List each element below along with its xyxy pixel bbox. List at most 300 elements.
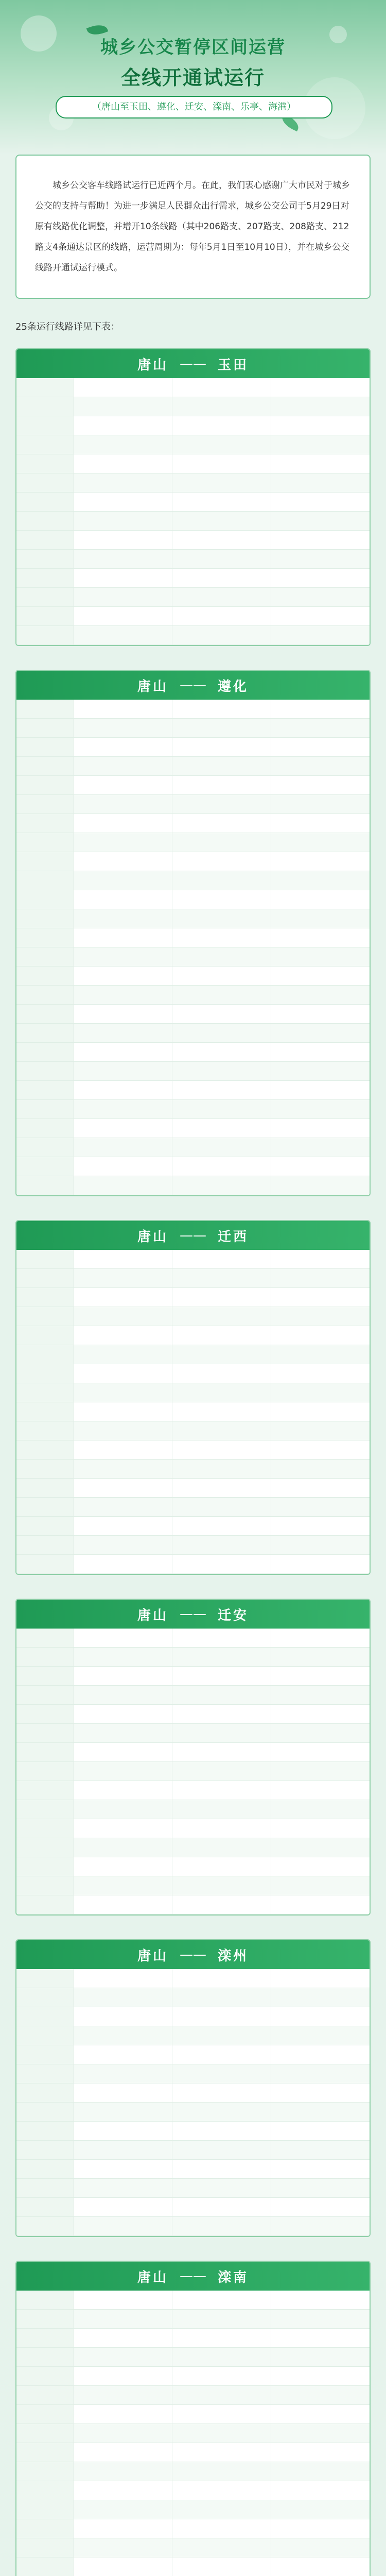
table-cell	[74, 1988, 172, 2007]
table-cell	[271, 795, 370, 814]
table-cell	[16, 435, 74, 454]
origin-city: 唐山	[137, 679, 168, 694]
schedule-header	[16, 2262, 370, 2291]
table-cell	[16, 1269, 74, 1287]
table-cell	[16, 1043, 74, 1061]
table-row	[16, 1119, 370, 1138]
table-cell	[271, 2217, 370, 2235]
table-cell	[172, 1269, 271, 1287]
table-cell	[271, 2103, 370, 2121]
table-row	[16, 1460, 370, 1479]
table-cell	[172, 2481, 271, 2500]
table-cell	[16, 776, 74, 794]
table-row	[16, 757, 370, 776]
table-cell	[271, 2291, 370, 2309]
table-cell	[172, 833, 271, 852]
table-cell	[16, 2064, 74, 2083]
table-cell	[16, 833, 74, 852]
table-cell	[74, 1781, 172, 1800]
table-cell	[271, 2007, 370, 2026]
table-cell	[271, 416, 370, 435]
table-cell	[172, 493, 271, 511]
table-cell	[271, 1326, 370, 1345]
table-cell	[172, 512, 271, 530]
table-row	[16, 1629, 370, 1648]
table-cell	[271, 493, 370, 511]
table-cell	[16, 2179, 74, 2197]
table-cell	[74, 1819, 172, 1838]
table-cell	[74, 986, 172, 1004]
table-cell	[16, 1743, 74, 1761]
table-cell	[271, 1648, 370, 1666]
table-cell	[271, 378, 370, 397]
table-cell	[16, 378, 74, 397]
table-cell	[271, 986, 370, 1004]
table-cell	[16, 2122, 74, 2140]
origin-city: 唐山	[137, 1607, 168, 1623]
table-cell	[16, 1724, 74, 1742]
table-cell	[172, 1345, 271, 1364]
table-row	[16, 416, 370, 435]
table-cell	[74, 1383, 172, 1402]
table-cell	[16, 1705, 74, 1723]
table-cell	[271, 2462, 370, 2481]
table-cell	[271, 1345, 370, 1364]
table-cell	[74, 852, 172, 871]
table-row	[16, 2198, 370, 2217]
schedule-block	[15, 1599, 371, 1916]
schedule-header	[16, 349, 370, 378]
table-cell	[74, 928, 172, 947]
table-cell	[16, 1100, 74, 1118]
table-cell	[172, 1100, 271, 1118]
table-cell	[172, 2026, 271, 2045]
table-cell	[271, 1288, 370, 1307]
table-cell	[74, 531, 172, 549]
table-cell	[172, 1421, 271, 1440]
table-cell	[271, 1629, 370, 1647]
table-cell	[74, 2405, 172, 2424]
table-cell	[271, 1895, 370, 1914]
table-cell	[172, 1724, 271, 1742]
table-cell	[271, 2424, 370, 2443]
table-cell	[271, 890, 370, 909]
table-row	[16, 2026, 370, 2045]
table-row	[16, 1988, 370, 2007]
table-cell	[172, 2367, 271, 2385]
table-cell	[74, 1100, 172, 1118]
table-cell	[271, 1667, 370, 1685]
table-cell	[271, 1402, 370, 1421]
table-cell	[172, 2519, 271, 2538]
table-cell	[172, 1119, 271, 1138]
table-cell	[74, 1005, 172, 1023]
headline-line2: 全线开通试运行	[120, 66, 265, 89]
table-row	[16, 588, 370, 607]
table-cell	[74, 2443, 172, 2462]
table-cell	[74, 1326, 172, 1345]
table-row	[16, 2122, 370, 2141]
table-cell	[16, 1762, 74, 1781]
table-row	[16, 1024, 370, 1043]
table-row	[16, 1969, 370, 1988]
table-cell	[74, 776, 172, 794]
table-row	[16, 1876, 370, 1895]
table-cell	[74, 607, 172, 625]
table-cell	[172, 2500, 271, 2519]
table-cell	[74, 397, 172, 416]
table-row	[16, 719, 370, 738]
table-cell	[74, 1345, 172, 1364]
table-cell	[16, 569, 74, 587]
schedule-header	[16, 1600, 370, 1629]
schedule-block	[15, 2261, 371, 2576]
schedule-header	[16, 1940, 370, 1969]
table-cell	[271, 1536, 370, 1554]
table-cell	[172, 435, 271, 454]
table-row	[16, 1250, 370, 1269]
table-row	[16, 1781, 370, 1800]
table-cell	[271, 909, 370, 928]
table-cell	[172, 1536, 271, 1554]
table-cell	[271, 2122, 370, 2140]
table-cell	[16, 1119, 74, 1138]
table-cell	[172, 416, 271, 435]
table-cell	[172, 1024, 271, 1042]
table-cell	[172, 2045, 271, 2064]
table-cell	[74, 1421, 172, 1440]
table-cell	[16, 2367, 74, 2385]
table-cell	[172, 1498, 271, 1516]
table-cell	[271, 852, 370, 871]
table-cell	[16, 1498, 74, 1516]
table-cell	[74, 569, 172, 587]
table-row	[16, 1345, 370, 1364]
table-row	[16, 2007, 370, 2026]
table-row	[16, 2500, 370, 2519]
table-row	[16, 1043, 370, 1062]
table-cell	[271, 2557, 370, 2576]
table-cell	[271, 2026, 370, 2045]
table-cell	[16, 2405, 74, 2424]
table-row	[16, 2217, 370, 2236]
table-row	[16, 512, 370, 531]
table-cell	[74, 833, 172, 852]
table-cell	[74, 1667, 172, 1685]
schedule-block	[15, 670, 371, 1196]
table-cell	[16, 2538, 74, 2557]
table-cell	[16, 967, 74, 985]
table-row	[16, 890, 370, 909]
table-cell	[271, 1988, 370, 2007]
table-cell	[172, 1743, 271, 1761]
table-row	[16, 1536, 370, 1555]
table-row	[16, 1648, 370, 1667]
table-cell	[271, 2538, 370, 2557]
table-cell	[74, 1724, 172, 1742]
table-cell	[74, 1479, 172, 1497]
schedule-table	[16, 1629, 370, 1914]
table-cell	[172, 852, 271, 871]
table-cell	[271, 1857, 370, 1876]
table-row	[16, 1517, 370, 1536]
table-cell	[16, 1326, 74, 1345]
table-cell	[271, 738, 370, 756]
table-cell	[16, 928, 74, 947]
table-cell	[172, 928, 271, 947]
table-row	[16, 738, 370, 757]
table-cell	[74, 909, 172, 928]
table-cell	[271, 1364, 370, 1383]
table-cell	[172, 986, 271, 1004]
table-row	[16, 2519, 370, 2538]
table-cell	[271, 833, 370, 852]
table-cell	[172, 397, 271, 416]
table-cell	[271, 1969, 370, 1988]
table-cell	[172, 890, 271, 909]
table-row	[16, 2367, 370, 2386]
table-cell	[74, 473, 172, 492]
table-cell	[16, 2500, 74, 2519]
table-row	[16, 1743, 370, 1762]
table-cell	[271, 1176, 370, 1195]
table-row	[16, 2160, 370, 2179]
table-row	[16, 2424, 370, 2443]
table-row	[16, 776, 370, 795]
table-cell	[16, 626, 74, 645]
table-cell	[172, 719, 271, 737]
table-row	[16, 1100, 370, 1119]
table-cell	[74, 1062, 172, 1080]
table-cell	[16, 2007, 74, 2026]
table-cell	[271, 1024, 370, 1042]
table-cell	[172, 1876, 271, 1895]
table-cell	[74, 967, 172, 985]
spacer	[0, 1196, 386, 1220]
table-cell	[172, 1402, 271, 1421]
table-cell	[16, 1781, 74, 1800]
table-cell	[16, 986, 74, 1004]
table-cell	[172, 1988, 271, 2007]
table-row	[16, 947, 370, 967]
table-cell	[16, 1686, 74, 1704]
table-cell	[74, 2386, 172, 2404]
table-cell	[271, 1705, 370, 1723]
schedule-block	[15, 348, 371, 646]
table-cell	[172, 1800, 271, 1819]
table-cell	[16, 550, 74, 568]
table-cell	[74, 1686, 172, 1704]
table-cell	[172, 2160, 271, 2178]
table-cell	[74, 2538, 172, 2557]
spacer	[0, 2237, 386, 2261]
table-row	[16, 2405, 370, 2424]
table-cell	[16, 2348, 74, 2366]
destination-city: 遵化	[218, 679, 249, 694]
table-cell	[16, 1440, 74, 1459]
table-cell	[271, 871, 370, 890]
table-row	[16, 2291, 370, 2310]
table-row	[16, 1176, 370, 1195]
table-row	[16, 1498, 370, 1517]
table-cell	[74, 1762, 172, 1781]
table-cell	[271, 1005, 370, 1023]
table-cell	[172, 569, 271, 587]
table-row	[16, 1005, 370, 1024]
table-cell	[271, 2386, 370, 2404]
table-row	[16, 569, 370, 588]
table-cell	[74, 2064, 172, 2083]
table-cell	[172, 1479, 271, 1497]
table-cell	[74, 1838, 172, 1857]
table-cell	[271, 1838, 370, 1857]
table-cell	[16, 909, 74, 928]
table-cell	[74, 1043, 172, 1061]
table-cell	[74, 2310, 172, 2328]
table-cell	[16, 871, 74, 890]
table-cell	[74, 1157, 172, 1176]
table-row	[16, 2538, 370, 2557]
table-cell	[172, 1005, 271, 1023]
table-cell	[172, 2291, 271, 2309]
table-cell	[16, 2045, 74, 2064]
table-cell	[172, 1667, 271, 1685]
table-row	[16, 378, 370, 397]
table-row	[16, 1479, 370, 1498]
table-cell	[74, 2198, 172, 2216]
table-cell	[74, 1081, 172, 1099]
table-cell	[271, 776, 370, 794]
table-row	[16, 1555, 370, 1574]
table-cell	[16, 1517, 74, 1535]
table-cell	[74, 1440, 172, 1459]
table-cell	[16, 2329, 74, 2347]
table-row	[16, 1762, 370, 1781]
routes-tag: （唐山至玉田、遵化、迁安、滦南、乐亭、海港）	[56, 96, 332, 118]
table-cell	[172, 1648, 271, 1666]
table-cell	[271, 607, 370, 625]
table-row	[16, 2386, 370, 2405]
table-cell	[16, 2462, 74, 2481]
table-cell	[74, 550, 172, 568]
table-row	[16, 607, 370, 626]
table-row	[16, 2443, 370, 2462]
table-cell	[271, 2310, 370, 2328]
table-cell	[16, 607, 74, 625]
table-row	[16, 454, 370, 473]
table-cell	[74, 2519, 172, 2538]
table-cell	[16, 1857, 74, 1876]
table-cell	[74, 814, 172, 833]
table-cell	[74, 1895, 172, 1914]
table-cell	[74, 1364, 172, 1383]
table-cell	[74, 1250, 172, 1268]
route-arrow-icon: ——	[180, 356, 206, 371]
table-cell	[271, 2141, 370, 2159]
table-cell	[172, 2083, 271, 2102]
table-row	[16, 871, 370, 890]
table-cell	[271, 947, 370, 966]
table-cell	[172, 2198, 271, 2216]
schedule-table	[16, 700, 370, 1195]
table-cell	[16, 1536, 74, 1554]
table-row	[16, 986, 370, 1005]
table-row	[16, 2083, 370, 2103]
table-cell	[16, 2424, 74, 2443]
table-cell	[16, 2160, 74, 2178]
table-cell	[271, 1100, 370, 1118]
table-cell	[271, 2405, 370, 2424]
table-row	[16, 1288, 370, 1307]
table-cell	[172, 2405, 271, 2424]
table-cell	[271, 700, 370, 718]
origin-city: 唐山	[137, 357, 168, 373]
table-cell	[74, 1743, 172, 1761]
table-cell	[172, 2007, 271, 2026]
table-cell	[172, 967, 271, 985]
table-cell	[271, 531, 370, 549]
table-cell	[271, 569, 370, 587]
table-cell	[16, 1288, 74, 1307]
table-cell	[74, 2103, 172, 2121]
table-cell	[74, 2045, 172, 2064]
headline-line1: 城乡公交暂停区间运营	[100, 37, 286, 58]
table-cell	[172, 473, 271, 492]
table-row	[16, 1838, 370, 1857]
table-cell	[74, 435, 172, 454]
table-cell	[172, 1157, 271, 1176]
table-row	[16, 2348, 370, 2367]
table-cell	[74, 947, 172, 966]
table-cell	[271, 1498, 370, 1516]
table-cell	[172, 871, 271, 890]
table-row	[16, 2462, 370, 2481]
table-cell	[172, 1969, 271, 1988]
table-row	[16, 1269, 370, 1288]
spacer	[0, 646, 386, 670]
table-cell	[271, 2083, 370, 2102]
route-arrow-icon: ——	[180, 1228, 206, 1243]
table-row	[16, 1686, 370, 1705]
table-row	[16, 852, 370, 871]
table-cell	[172, 1250, 271, 1268]
table-cell	[172, 1838, 271, 1857]
table-cell	[172, 454, 271, 473]
table-cell	[172, 1517, 271, 1535]
table-cell	[172, 626, 271, 645]
table-cell	[172, 738, 271, 756]
table-cell	[271, 2367, 370, 2385]
table-cell	[271, 757, 370, 775]
table-cell	[172, 2557, 271, 2576]
table-row	[16, 1819, 370, 1838]
table-cell	[172, 1081, 271, 1099]
table-cell	[74, 2160, 172, 2178]
table-cell	[271, 454, 370, 473]
table-row	[16, 1326, 370, 1345]
table-row	[16, 473, 370, 493]
table-cell	[16, 738, 74, 756]
table-cell	[74, 2481, 172, 2500]
table-cell	[271, 2064, 370, 2083]
table-cell	[74, 2557, 172, 2576]
table-cell	[271, 1800, 370, 1819]
table-cell	[74, 454, 172, 473]
header-banner	[0, 0, 386, 155]
table-cell	[74, 1705, 172, 1723]
table-cell	[16, 1479, 74, 1497]
table-row	[16, 1895, 370, 1914]
